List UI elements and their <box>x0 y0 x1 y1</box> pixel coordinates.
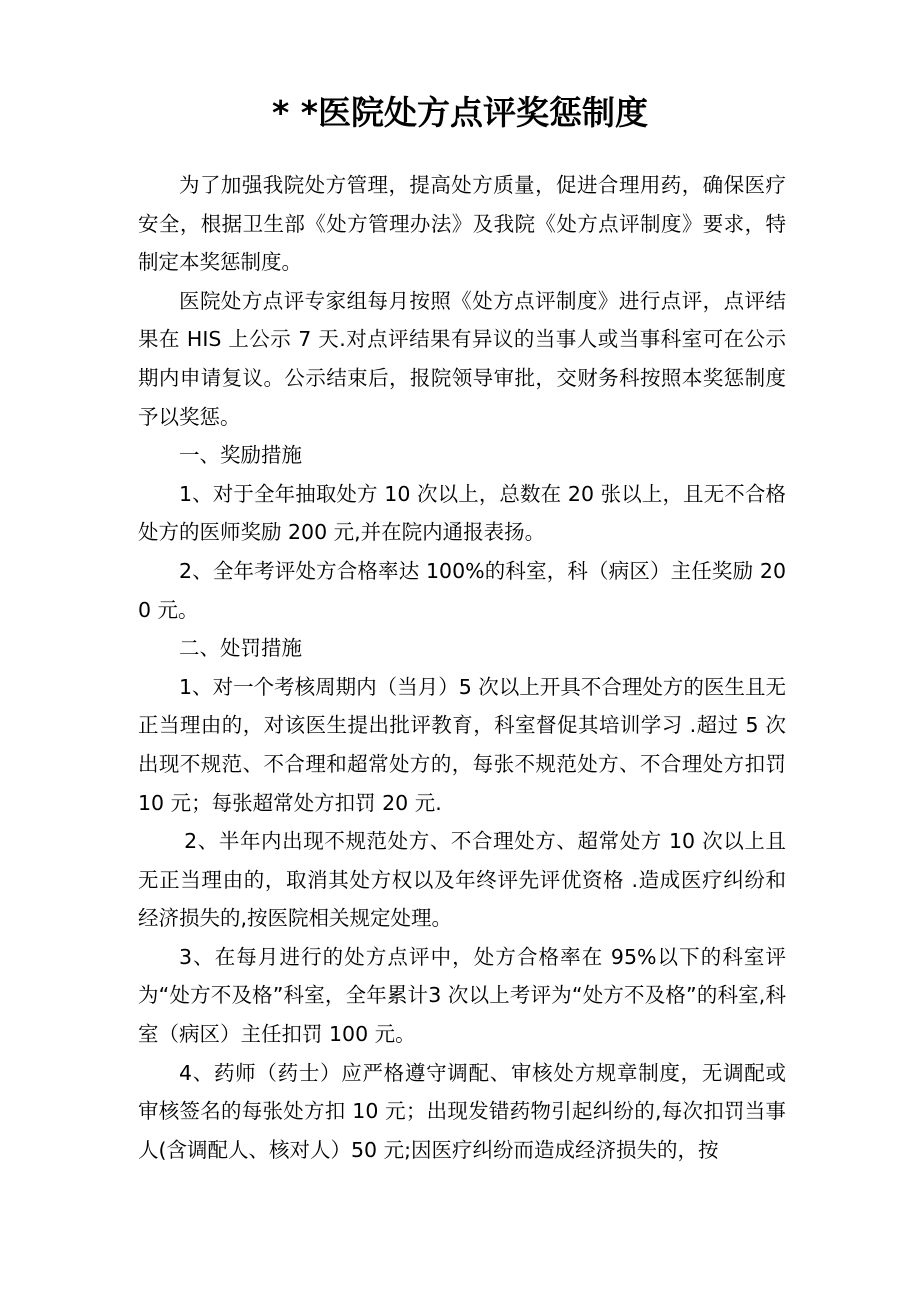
penalty-item-1: 1、对一个考核周期内（当月）5 次以上开具不合理处方的医生且无正当理由的，对该医生提出批评教育，科室督促其培训学习 .超过 5 次出现不规范、不合理和超常处方的，每张不规范处方、不合理处方扣罚 10 元；每张超常处方扣罚 20 元. <box>138 674 786 815</box>
penalty-item-4: 4、药师（药士）应严格遵守调配、审核处方规章制度，无调配或审核签名的每张处方扣 10 元；出现发错药物引起纠纷的,每次扣罚当事人(含调配人、核对人）50 元;因医疗纠纷而造成经济损失的，按 <box>138 1060 786 1162</box>
reward-item-2: 2、全年考评处方合格率达 100%的科室，科（病区）主任奖励 200 元。 <box>138 558 786 622</box>
document-body <box>138 166 786 1169</box>
paragraph-intro: 为了加强我院处方管理，提高处方质量，促进合理用药，确保医疗安全，根据卫生部《处方管理办法》及我院《处方点评制度》要求，特制定本奖惩制度。 <box>138 173 786 275</box>
paragraph-review-process: 医院处方点评专家组每月按照《处方点评制度》进行点评，点评结果在 HIS 上公示 7 天.对点评结果有异议的当事人或当事科室可在公示期内申请复议。公示结束后，报院领导审批，交财务科按照本奖惩制度予以奖惩。 <box>138 288 786 429</box>
penalty-item-3: 3、在每月进行的处方点评中，处方合格率在 95%以下的科室评为“处方不及格”科室，全年累计3 次以上考评为“处方不及格”的科室,科室（病区）主任扣罚 100 元。 <box>138 944 786 1047</box>
section-heading-rewards: 一、奖励措施 <box>179 443 302 468</box>
document-title: * *医院处方点评奖惩制度 <box>271 93 648 132</box>
penalty-item-2: 2、半年内出现不规范处方、不合理处方、超常处方 10 次以上且无正当理由的，取消其处方权以及年终评先评优资格 .造成医疗纠纷和经济损失的,按医院相关规定处理。 <box>138 829 786 931</box>
reward-item-1: 1、对于全年抽取处方 10 次以上，总数在 20 张以上，且无不合格处方的医师奖励 200 元,并在院内通报表扬。 <box>138 481 786 545</box>
section-heading-penalties: 二、处罚措施 <box>179 636 302 661</box>
